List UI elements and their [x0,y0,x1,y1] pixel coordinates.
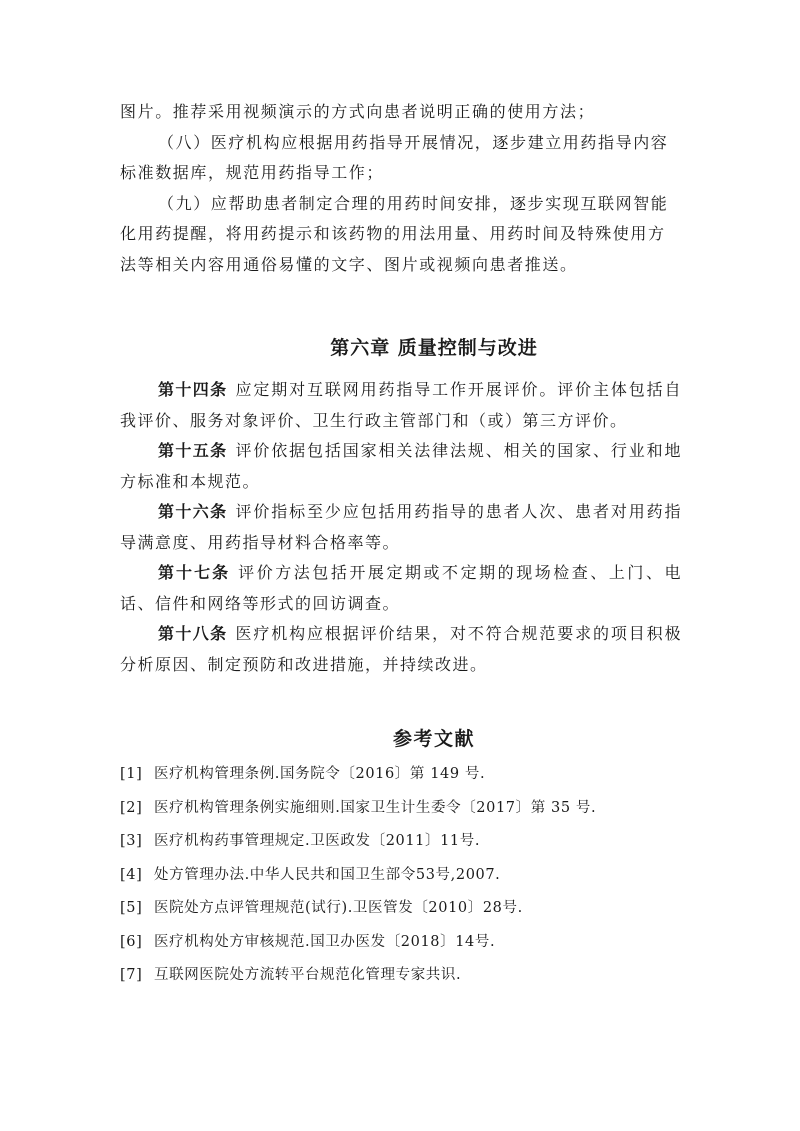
article-paragraph [120,375,682,436]
reference-number: [3] [120,833,143,849]
reference-item [120,959,700,993]
reference-text: 医疗机构管理条例实施细则.国家卫生计生委令〔2017〕第 35 号. [154,799,597,816]
reference-number: [6] [120,933,143,950]
intro-section [120,97,680,280]
article-number: 第十八条 [158,624,228,643]
article-paragraph [120,558,682,619]
reference-text: 互联网医院处方流转平台规范化管理专家共识. [154,967,462,983]
article-text: 评价指标至少应包括用药指导的患者人次、患者对用药指导满意度、用药指导材料合格率等。 [120,502,682,552]
article-text: 评价方法包括开展定期或不定期的现场检查、上门、电话、信件和网络等形式的回访调查。 [120,563,682,613]
reference-item [120,926,700,960]
references-title: 参考文献 [392,728,475,750]
article-text: 应定期对互联网用药指导工作开展评价。评价主体包括自我评价、服务对象评价、卫生行政主管部门和（或）第三方评价。 [120,380,682,430]
reference-text: 医疗机构药事管理规定.卫医政发〔2011〕11号. [154,833,481,849]
article-paragraph [120,436,682,497]
reference-item [120,792,700,826]
reference-number: [7] [120,967,143,983]
reference-number: [2] [120,799,143,816]
reference-text: 医院处方点评管理规范(试行).卫医管发〔2010〕28号. [154,900,523,916]
reference-number: [5] [120,900,143,916]
reference-number: [4] [120,866,143,883]
reference-number: [1] [120,766,143,782]
reference-item [120,758,700,792]
article-number: 第十七条 [158,563,231,582]
article-text: 评价依据包括国家相关法律法规、相关的国家、行业和地方标准和本规范。 [120,441,682,491]
references-list [120,758,700,993]
reference-text: 处方管理办法.中华人民共和国卫生部令53号,2007. [154,866,501,883]
article-number: 第十六条 [158,502,228,521]
reference-item [120,892,700,926]
articles-section [120,375,682,680]
intro-line: 图片。推荐采用视频演示的方式向患者说明正确的使用方法； [120,102,596,121]
reference-item [120,859,700,893]
item-9-paragraph: （九）应帮助患者制定合理的用药时间安排，逐步实现互联网智能化用药提醒，将用药提示和该药物的用法用量、用药时间及特殊使用方法等相关内容用通俗易懂的文字、图片或视频向患者推送。 [120,193,669,274]
article-paragraph [120,619,682,680]
article-paragraph [120,497,682,558]
reference-item [120,825,700,859]
article-number: 第十四条 [158,380,228,399]
reference-text: 医疗机构管理条例.国务院令〔2016〕第 149 号. [154,766,486,782]
article-text: 医疗机构应根据评价结果，对不符合规范要求的项目积极分析原因、制定预防和改进措施，并持续改进。 [120,624,682,674]
article-number: 第十五条 [158,441,228,460]
chapter-title: 第六章 质量控制与改进 [330,337,538,359]
reference-text: 医疗机构处方审核规范.国卫办医发〔2018〕14号. [154,933,496,950]
item-8-paragraph: （八）医疗机构应根据用药指导开展情况，逐步建立用药指导内容标准数据库，规范用药指导工作； [120,132,669,182]
